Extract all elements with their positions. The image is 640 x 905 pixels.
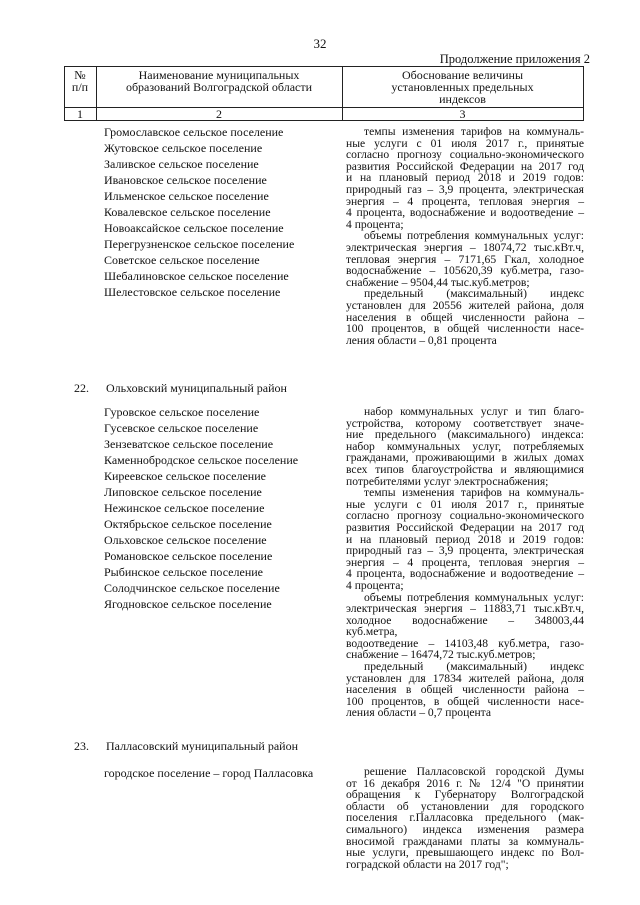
section-23-justification [346,766,584,870]
justification-line: согласно прогнозу социально-экономического [346,509,584,523]
justification-line: решение Палласовской городской Думы [364,765,584,778]
justification-line: гражданами, проживающими в жилых домах [346,451,584,465]
justification-line: объемы потребления коммунальных услуг: [364,590,584,604]
page-number: 32 [313,36,327,51]
justification-line: всех типов благоустройства и являющимися [346,462,584,476]
justification-line: симального) индекса изменения размера [346,822,584,836]
justification-line: 100 процентов, в общей численности насе- [346,694,584,708]
list-item: Заливское сельское поселение [104,157,259,171]
justification-line: энергия – 4 процента, тепловая энергия – [346,555,584,569]
justification-line: устройства, которому соответствует значе- [346,416,584,430]
justification-line: темпы изменения тарифов на коммуналь- [364,486,584,500]
section-22-district: Ольховский муниципальный район [106,381,287,395]
justification-line: набор коммунальных услуг, потребляемых [346,439,584,453]
list-item: Рыбинское сельское поселение [104,565,263,579]
list-item: Громославское сельское поселение [104,125,284,139]
section-22-justification [346,406,584,719]
list-item: Октябрьское сельское поселение [104,517,272,531]
justification-line: предельный (максимальный) индекс [364,660,584,674]
justification-line: области об установлении для городского [346,799,584,813]
justification-line: 4 процента; [346,217,404,231]
justification-line: вносимой гражданами платы за коммуналь- [346,834,584,848]
justification-line: водоснабжение – 105620,39 куб.метра, газо- [346,264,584,278]
justification-line: ные услуги, превышающего индекс по Вол- [346,846,584,860]
section-23-number: 23. [74,739,89,753]
table-header [64,66,584,121]
justification-line: ние предельного (максимального) индекса: [346,428,584,442]
justification-line: установлен для 17834 жителей района, доля [346,671,584,685]
justification-line: потребителями услуг электроснабжения; [346,474,549,488]
list-item: Шелестовское сельское поселение [104,285,281,299]
justification-line: природный газ – 3,9 процента, электрическая [346,544,584,558]
section-22-number: 22. [74,381,89,395]
continuation-label: Продолжение приложения 2 [439,52,590,66]
list-item: Советское сельское поселение [104,253,260,267]
list-item: Ольховское сельское поселение [104,533,267,547]
section-23-district: Палласовский муниципальный район [106,739,298,753]
justification-line: ные услуги с 01 июля 2017 г., принятые [346,497,584,511]
justification-line: развития Российской Федерации на 2017 год [346,520,584,534]
header-rule-right [583,66,584,121]
list-item: Ягодновское сельское поселение [104,597,272,611]
justification-line: водоотведение – 14103,48 куб.метра, газо- [346,636,584,650]
justification-line: тепловая энергия – 7171,65 Гкал, холодное [346,252,584,266]
header-col-number: № п/п [71,68,89,94]
justification-line: развития Российской Федерации на 2017 год [346,159,584,173]
list-item: Шебалиновское сельское поселение [104,269,289,283]
list-item: Перегрузненское сельское поселение [104,237,295,251]
list-item: Ильменское сельское поселение [104,189,269,203]
justification-line: снабжение – 9504,44 тыс.куб.метров; [346,275,530,289]
justification-line: обращения к Губернатору Волгоградской [346,788,584,802]
list-item: Новоаксайское сельское поселение [104,221,284,235]
justification-line: электрическая энергия – 11883,71 тыс.кВт.ч, [346,602,584,616]
list-item: Липовское сельское поселение [104,485,262,499]
justification-line: снабжение – 16474,72 тыс.куб.метров; [346,648,536,662]
col-number-1: 1 [77,107,83,121]
list-item: Ковалевское сельское поселение [104,205,271,219]
justification-line: набор коммунальных услуг и тип благо- [364,405,584,418]
header-col-municipality: Наименование муниципальных образований Волгоградской области [125,68,313,94]
header-top-rule [64,66,584,67]
justification-line: согласно прогнозу социально-экономического [346,148,584,162]
col-number-3: 3 [459,107,466,121]
list-item: городское поселение – город Палласовка [104,766,314,780]
justification-line: 100 процентов, в общей численности насе- [346,322,584,336]
justification-line: от 16 декабря 2016 г. № 12/4 "О принятии [346,776,584,790]
justification-line: и на плановый период 2018 и 2019 годов: [346,171,584,185]
justification-line: темпы изменения тарифов на коммуналь- [364,125,584,138]
justification-line: населения в общей численности района – [346,310,584,324]
justification-line: гоградской области на 2017 год"; [346,857,509,871]
list-item: Гусевское сельское поселение [104,421,259,435]
justification-line: предельный (максимальный) индекс [364,287,584,301]
list-item: Каменнобродское сельское поселение [104,453,299,467]
justification-line: 4 процента, водоснабжение и водоотведение – [346,567,584,581]
justification-line: поселения г.Палласовка предельного (мак- [346,811,584,825]
justification-line: населения в общей численности района – [346,683,584,697]
section-1-justification [346,126,584,346]
justification-line: природный газ – 3,9 процента, электрическая [346,182,584,196]
justification-line: и на плановый период 2018 и 2019 годов: [346,532,584,546]
justification-line: электрическая энергия – 18074,72 тыс.кВт.ч, [346,240,584,254]
list-item: Солодчинское сельское поселение [104,581,280,595]
list-item: Романовское сельское поселение [104,549,273,563]
justification-line: 4 процента; [346,578,404,592]
justification-line: ления области – 0,81 процента [346,333,497,347]
list-item: Ивановское сельское поселение [104,173,267,187]
justification-line: холодное водоснабжение – 348003,44 куб.метра, [346,613,584,639]
col-number-2: 2 [216,107,222,121]
header-col-justification: Обоснование величины установленных предельных индексов [391,68,534,106]
list-item: Гуровское сельское поселение [104,405,260,419]
justification-line: установлен для 20556 жителей района, доля [346,298,584,312]
justification-line: ные услуги с 01 июля 2017 г., принятые [346,136,584,150]
list-item: Нежинское сельское поселение [104,501,265,515]
justification-line: энергия – 4 процента, тепловая энергия – [346,194,584,208]
list-item: Зензеватское сельское поселение [104,437,274,451]
justification-line: 4 процента, водоснабжение и водоотведение – [346,206,584,220]
justification-line: ления области – 0,7 процента [346,706,492,720]
list-item: Киреевское сельское поселение [104,469,266,483]
justification-line: объемы потребления коммунальных услуг: [364,229,584,243]
list-item: Жутовское сельское поселение [104,141,263,155]
